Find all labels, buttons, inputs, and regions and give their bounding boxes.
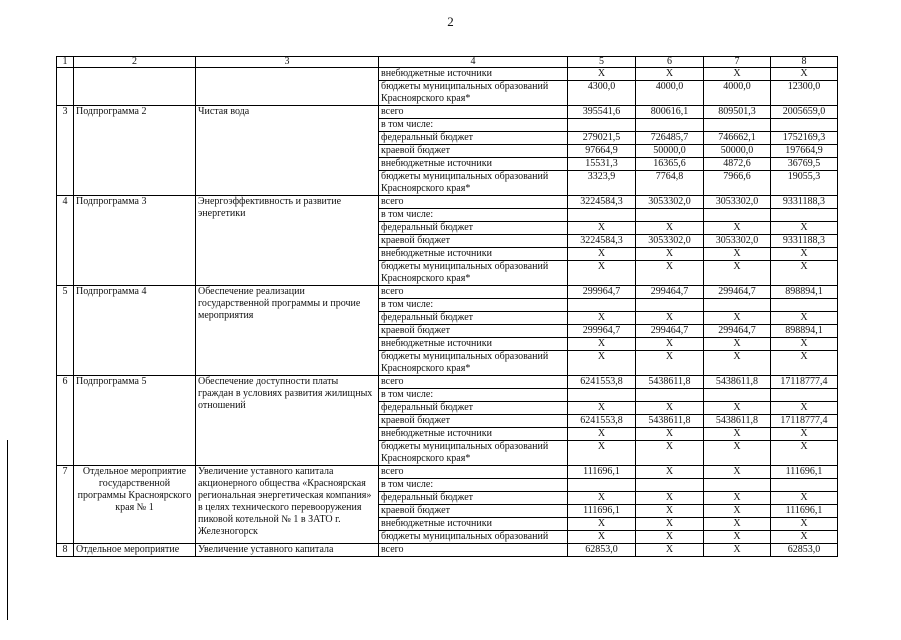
amount-cell-col6: 50000,0 xyxy=(636,145,704,158)
header-cell: 6 xyxy=(636,57,704,68)
amount-cell-col6: X xyxy=(636,248,704,261)
amount-cell-col8: X xyxy=(771,428,838,441)
amount-cell-col8 xyxy=(771,479,838,492)
amount-cell-col6: 299464,7 xyxy=(636,325,704,338)
amount-cell-col7: X xyxy=(704,492,771,505)
amount-cell-col6: 16365,6 xyxy=(636,158,704,171)
amount-cell-col6: X xyxy=(636,351,704,376)
amount-cell-col8: 9331188,3 xyxy=(771,235,838,248)
amount-cell-col6: X xyxy=(636,312,704,325)
program-name-cell: Подпрограмма 4 xyxy=(74,286,196,376)
amount-cell-col6: X xyxy=(636,531,704,544)
amount-cell-col6 xyxy=(636,209,704,222)
program-name-cell: Отдельное мероприятие xyxy=(74,544,196,557)
amount-cell-col8: 111696,1 xyxy=(771,505,838,518)
left-margin-line xyxy=(7,440,8,620)
amount-cell-col7: X xyxy=(704,544,771,557)
amount-cell-col7: X xyxy=(704,466,771,479)
amount-cell-col6: X xyxy=(636,492,704,505)
amount-cell-col8 xyxy=(771,299,838,312)
amount-cell-col8: X xyxy=(771,441,838,466)
funding-source-cell: федеральный бюджет xyxy=(379,402,568,415)
amount-cell-col6: X xyxy=(636,338,704,351)
amount-cell-col8 xyxy=(771,209,838,222)
program-description-cell: Увеличение уставного капитала xyxy=(196,544,379,557)
header-cell: 7 xyxy=(704,57,771,68)
amount-cell-col5: 395541,6 xyxy=(568,106,636,119)
amount-cell-col7 xyxy=(704,119,771,132)
amount-cell-col5 xyxy=(568,119,636,132)
amount-cell-col6: 5438611,8 xyxy=(636,415,704,428)
amount-cell-col8: X xyxy=(771,338,838,351)
header-cell: 3 xyxy=(196,57,379,68)
amount-cell-col6: 800616,1 xyxy=(636,106,704,119)
amount-cell-col7: 746662,1 xyxy=(704,132,771,145)
amount-cell-col7: X xyxy=(704,402,771,415)
amount-cell-col6 xyxy=(636,299,704,312)
funding-source-cell: в том числе: xyxy=(379,479,568,492)
amount-cell-col6: X xyxy=(636,544,704,557)
amount-cell-col8: X xyxy=(771,312,838,325)
funding-source-cell: краевой бюджет xyxy=(379,325,568,338)
amount-cell-col5: X xyxy=(568,68,636,81)
funding-source-cell: федеральный бюджет xyxy=(379,222,568,235)
amount-cell-col8: 9331188,3 xyxy=(771,196,838,209)
amount-cell-col8: 197664,9 xyxy=(771,145,838,158)
amount-cell-col6: X xyxy=(636,441,704,466)
amount-cell-col7: 299464,7 xyxy=(704,325,771,338)
amount-cell-col8: 36769,5 xyxy=(771,158,838,171)
amount-cell-col5: X xyxy=(568,261,636,286)
amount-cell-col8: X xyxy=(771,222,838,235)
amount-cell-col5: X xyxy=(568,492,636,505)
amount-cell-col5: X xyxy=(568,428,636,441)
amount-cell-col5: 111696,1 xyxy=(568,505,636,518)
amount-cell-col6: X xyxy=(636,428,704,441)
amount-cell-col5: X xyxy=(568,222,636,235)
header-cell: 8 xyxy=(771,57,838,68)
funding-source-cell: внебюджетные источники xyxy=(379,428,568,441)
amount-cell-col8 xyxy=(771,389,838,402)
amount-cell-col5: 15531,3 xyxy=(568,158,636,171)
amount-cell-col8: X xyxy=(771,248,838,261)
program-description-cell: Увеличение уставного капитала акционерного общества «Красноярская региональная энергетическая компания» в целях технического перевооружения пиковой котельной № 1 в ЗАТО г. Железногорск xyxy=(196,466,379,544)
amount-cell-col8: X xyxy=(771,351,838,376)
amount-cell-col8: X xyxy=(771,492,838,505)
program-name-cell: Подпрограмма 2 xyxy=(74,106,196,196)
amount-cell-col7 xyxy=(704,209,771,222)
amount-cell-col8: 898894,1 xyxy=(771,325,838,338)
amount-cell-col5 xyxy=(568,389,636,402)
funding-source-cell: бюджеты муниципальных образований Красноярского края* xyxy=(379,261,568,286)
funding-source-cell: внебюджетные источники xyxy=(379,248,568,261)
funding-source-cell: внебюджетные источники xyxy=(379,68,568,81)
amount-cell-col8: 19055,3 xyxy=(771,171,838,196)
funding-source-cell: бюджеты муниципальных образований Красноярского края* xyxy=(379,171,568,196)
amount-cell-col7: X xyxy=(704,441,771,466)
row-number-cell: 7 xyxy=(57,466,74,544)
amount-cell-col7: 7966,6 xyxy=(704,171,771,196)
amount-cell-col7: 4872,6 xyxy=(704,158,771,171)
amount-cell-col7: 50000,0 xyxy=(704,145,771,158)
header-cell: 1 xyxy=(57,57,74,68)
program-description-cell: Обеспечение доступности платы граждан в условиях развития жилищных отношений xyxy=(196,376,379,466)
amount-cell-col5: X xyxy=(568,518,636,531)
row-number-cell: 5 xyxy=(57,286,74,376)
amount-cell-col7: 5438611,8 xyxy=(704,376,771,389)
amount-cell-col7: X xyxy=(704,312,771,325)
amount-cell-col7: 299464,7 xyxy=(704,286,771,299)
amount-cell-col5: 3224584,3 xyxy=(568,235,636,248)
amount-cell-col8: 111696,1 xyxy=(771,466,838,479)
table-row xyxy=(57,68,838,81)
amount-cell-col5: X xyxy=(568,312,636,325)
amount-cell-col7: X xyxy=(704,68,771,81)
funding-source-cell: краевой бюджет xyxy=(379,145,568,158)
amount-cell-col8: 1752169,3 xyxy=(771,132,838,145)
funding-source-cell: краевой бюджет xyxy=(379,415,568,428)
amount-cell-col6: 5438611,8 xyxy=(636,376,704,389)
amount-cell-col6: X xyxy=(636,518,704,531)
amount-cell-col5 xyxy=(568,479,636,492)
amount-cell-col5: X xyxy=(568,338,636,351)
amount-cell-col6: X xyxy=(636,222,704,235)
amount-cell-col8: 898894,1 xyxy=(771,286,838,299)
amount-cell-col7: X xyxy=(704,222,771,235)
funding-source-cell: в том числе: xyxy=(379,209,568,222)
amount-cell-col6: X xyxy=(636,261,704,286)
amount-cell-col5: 111696,1 xyxy=(568,466,636,479)
amount-cell-col5: 299964,7 xyxy=(568,286,636,299)
amount-cell-col6: 726485,7 xyxy=(636,132,704,145)
amount-cell-col7: X xyxy=(704,531,771,544)
amount-cell-col6 xyxy=(636,389,704,402)
funding-source-cell: всего xyxy=(379,544,568,557)
amount-cell-col8: 17118777,4 xyxy=(771,415,838,428)
amount-cell-col8: X xyxy=(771,68,838,81)
amount-cell-col5: 299964,7 xyxy=(568,325,636,338)
amount-cell-col7: X xyxy=(704,338,771,351)
funding-source-cell: федеральный бюджет xyxy=(379,492,568,505)
amount-cell-col8: X xyxy=(771,261,838,286)
amount-cell-col5: X xyxy=(568,441,636,466)
funding-source-cell: краевой бюджет xyxy=(379,505,568,518)
amount-cell-col8: X xyxy=(771,402,838,415)
amount-cell-col7: X xyxy=(704,248,771,261)
funding-source-cell: краевой бюджет xyxy=(379,235,568,248)
amount-cell-col6: X xyxy=(636,68,704,81)
table-row xyxy=(57,466,838,479)
amount-cell-col7 xyxy=(704,389,771,402)
amount-cell-col7: X xyxy=(704,518,771,531)
amount-cell-col5: X xyxy=(568,402,636,415)
funding-source-cell: бюджеты муниципальных образований Красноярского края* xyxy=(379,441,568,466)
funding-source-cell: всего xyxy=(379,376,568,389)
amount-cell-col8: X xyxy=(771,518,838,531)
amount-cell-col7: 3053302,0 xyxy=(704,235,771,248)
row-number-cell: 4 xyxy=(57,196,74,286)
amount-cell-col7: X xyxy=(704,261,771,286)
amount-cell-col6: 7764,8 xyxy=(636,171,704,196)
amount-cell-col7: 5438611,8 xyxy=(704,415,771,428)
amount-cell-col7: X xyxy=(704,428,771,441)
amount-cell-col6: 299464,7 xyxy=(636,286,704,299)
amount-cell-col7: 3053302,0 xyxy=(704,196,771,209)
funding-source-cell: внебюджетные источники xyxy=(379,158,568,171)
funding-source-cell: бюджеты муниципальных образований Красноярского края* xyxy=(379,81,568,106)
program-name-cell: Подпрограмма 3 xyxy=(74,196,196,286)
amount-cell-col5: 6241553,8 xyxy=(568,376,636,389)
amount-cell-col7: 4000,0 xyxy=(704,81,771,106)
amount-cell-col6: 4000,0 xyxy=(636,81,704,106)
amount-cell-col5: X xyxy=(568,248,636,261)
table-row xyxy=(57,376,838,389)
page-number: 2 xyxy=(447,14,454,29)
funding-source-cell: всего xyxy=(379,196,568,209)
amount-cell-col7: X xyxy=(704,351,771,376)
row-number-cell: 6 xyxy=(57,376,74,466)
amount-cell-col5: X xyxy=(568,531,636,544)
program-description-cell: Энергоэффективность и развитие энергетики xyxy=(196,196,379,286)
amount-cell-col7 xyxy=(704,299,771,312)
amount-cell-col5: 4300,0 xyxy=(568,81,636,106)
amount-cell-col7: X xyxy=(704,505,771,518)
funding-source-cell: внебюджетные источники xyxy=(379,338,568,351)
row-number-cell: 3 xyxy=(57,106,74,196)
amount-cell-col5: 97664,9 xyxy=(568,145,636,158)
budget-table xyxy=(56,56,838,557)
amount-cell-col6: 3053302,0 xyxy=(636,196,704,209)
amount-cell-col5 xyxy=(568,299,636,312)
column-number-row xyxy=(57,57,838,68)
amount-cell-col5: 6241553,8 xyxy=(568,415,636,428)
header-cell: 2 xyxy=(74,57,196,68)
amount-cell-col6 xyxy=(636,119,704,132)
header-cell: 4 xyxy=(379,57,568,68)
amount-cell-col6: X xyxy=(636,466,704,479)
amount-cell-col5: 62853,0 xyxy=(568,544,636,557)
program-name-cell: Отдельное мероприятие государственной программы Красноярского края № 1 xyxy=(74,466,196,544)
funding-source-cell: в том числе: xyxy=(379,119,568,132)
amount-cell-col8: 12300,0 xyxy=(771,81,838,106)
amount-cell-col5: 279021,5 xyxy=(568,132,636,145)
table-row xyxy=(57,196,838,209)
table-row xyxy=(57,106,838,119)
funding-source-cell: бюджеты муниципальных образований xyxy=(379,531,568,544)
program-description-cell: Чистая вода xyxy=(196,106,379,196)
table-row xyxy=(57,286,838,299)
amount-cell-col6 xyxy=(636,479,704,492)
funding-source-cell: бюджеты муниципальных образований Красноярского края* xyxy=(379,351,568,376)
funding-source-cell: федеральный бюджет xyxy=(379,132,568,145)
amount-cell-col8: 62853,0 xyxy=(771,544,838,557)
funding-source-cell: всего xyxy=(379,466,568,479)
header-cell: 5 xyxy=(568,57,636,68)
amount-cell-col8 xyxy=(771,119,838,132)
amount-cell-col5: 3224584,3 xyxy=(568,196,636,209)
program-description-cell: Обеспечение реализации государственной программы и прочие мероприятия xyxy=(196,286,379,376)
funding-source-cell: всего xyxy=(379,106,568,119)
row-number-cell xyxy=(57,68,74,106)
program-name-cell: Подпрограмма 5 xyxy=(74,376,196,466)
amount-cell-col7 xyxy=(704,479,771,492)
program-description-cell xyxy=(196,68,379,106)
funding-source-cell: федеральный бюджет xyxy=(379,312,568,325)
amount-cell-col6: X xyxy=(636,505,704,518)
program-name-cell xyxy=(74,68,196,106)
amount-cell-col8: X xyxy=(771,531,838,544)
amount-cell-col7: 809501,3 xyxy=(704,106,771,119)
funding-source-cell: всего xyxy=(379,286,568,299)
table-row xyxy=(57,544,838,557)
funding-source-cell: в том числе: xyxy=(379,389,568,402)
amount-cell-col5 xyxy=(568,209,636,222)
amount-cell-col8: 2005659,0 xyxy=(771,106,838,119)
row-number-cell: 8 xyxy=(57,544,74,557)
amount-cell-col5: X xyxy=(568,351,636,376)
amount-cell-col8: 17118777,4 xyxy=(771,376,838,389)
funding-source-cell: в том числе: xyxy=(379,299,568,312)
amount-cell-col6: 3053302,0 xyxy=(636,235,704,248)
funding-source-cell: внебюджетные источники xyxy=(379,518,568,531)
amount-cell-col6: X xyxy=(636,402,704,415)
amount-cell-col5: 3323,9 xyxy=(568,171,636,196)
